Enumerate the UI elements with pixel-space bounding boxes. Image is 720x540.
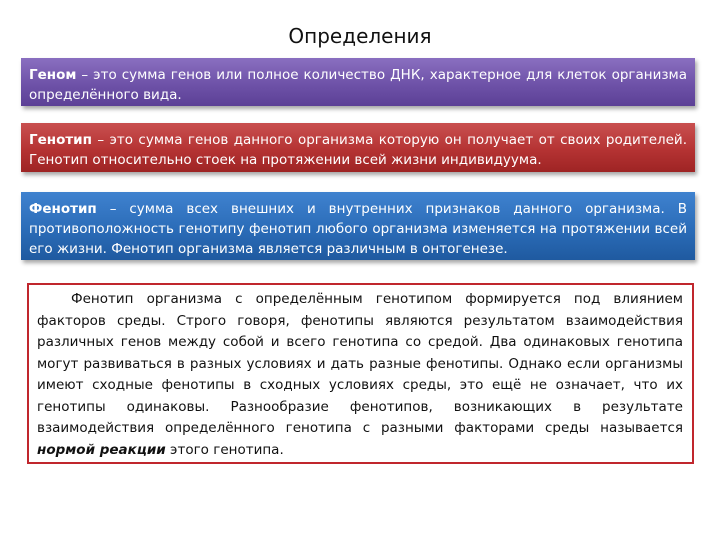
genome-definition-card bbox=[21, 58, 695, 106]
reaction-norm-term: нормой реакции bbox=[37, 441, 166, 458]
reaction-norm-note bbox=[27, 283, 694, 464]
genotype-definition-text: – это сумма генов данного организма которую он получает от своих родителей. Генотип относительно стоек на протяжении всей жизни индивидуума. bbox=[29, 132, 687, 168]
phenotype-definition-card bbox=[21, 192, 695, 260]
phenotype-term: Фенотип bbox=[29, 201, 97, 217]
genome-term: Геном bbox=[29, 67, 77, 83]
note-text: Фенотип организма с определённым генотипом формируется под влиянием факторов среды. Строго говоря, фенотипы являются результатом взаимодействия различных генов между собой и всего генотипа со средой. Два одинаковых генотипа могут развиваться в разных условиях и дать разные фенотипы. Однако если организмы имеют сходные фенотипы в сходных условиях среды, это ещё не означает, что их генотипы одинаковы. Разнообразие фенотипов, возникающих в результате взаимодействия определённого генотипа с разными факторами среды называется bbox=[37, 291, 683, 436]
phenotype-definition-text: – сумма всех внешних и внутренних признаков данного организма. В противоположность генотипу фенотип любого организма изменяется на протяжении всей его жизни. Фенотип организма является различным в онтогенезе. bbox=[29, 201, 687, 257]
genotype-term: Генотип bbox=[29, 132, 92, 148]
note-tail: этого генотипа. bbox=[165, 441, 284, 458]
page-title: Определения bbox=[288, 24, 432, 48]
genome-definition-text: – это сумма генов или полное количество ДНК, характерное для клеток организма определённого вида. bbox=[29, 67, 687, 103]
genotype-definition-card bbox=[21, 123, 695, 172]
